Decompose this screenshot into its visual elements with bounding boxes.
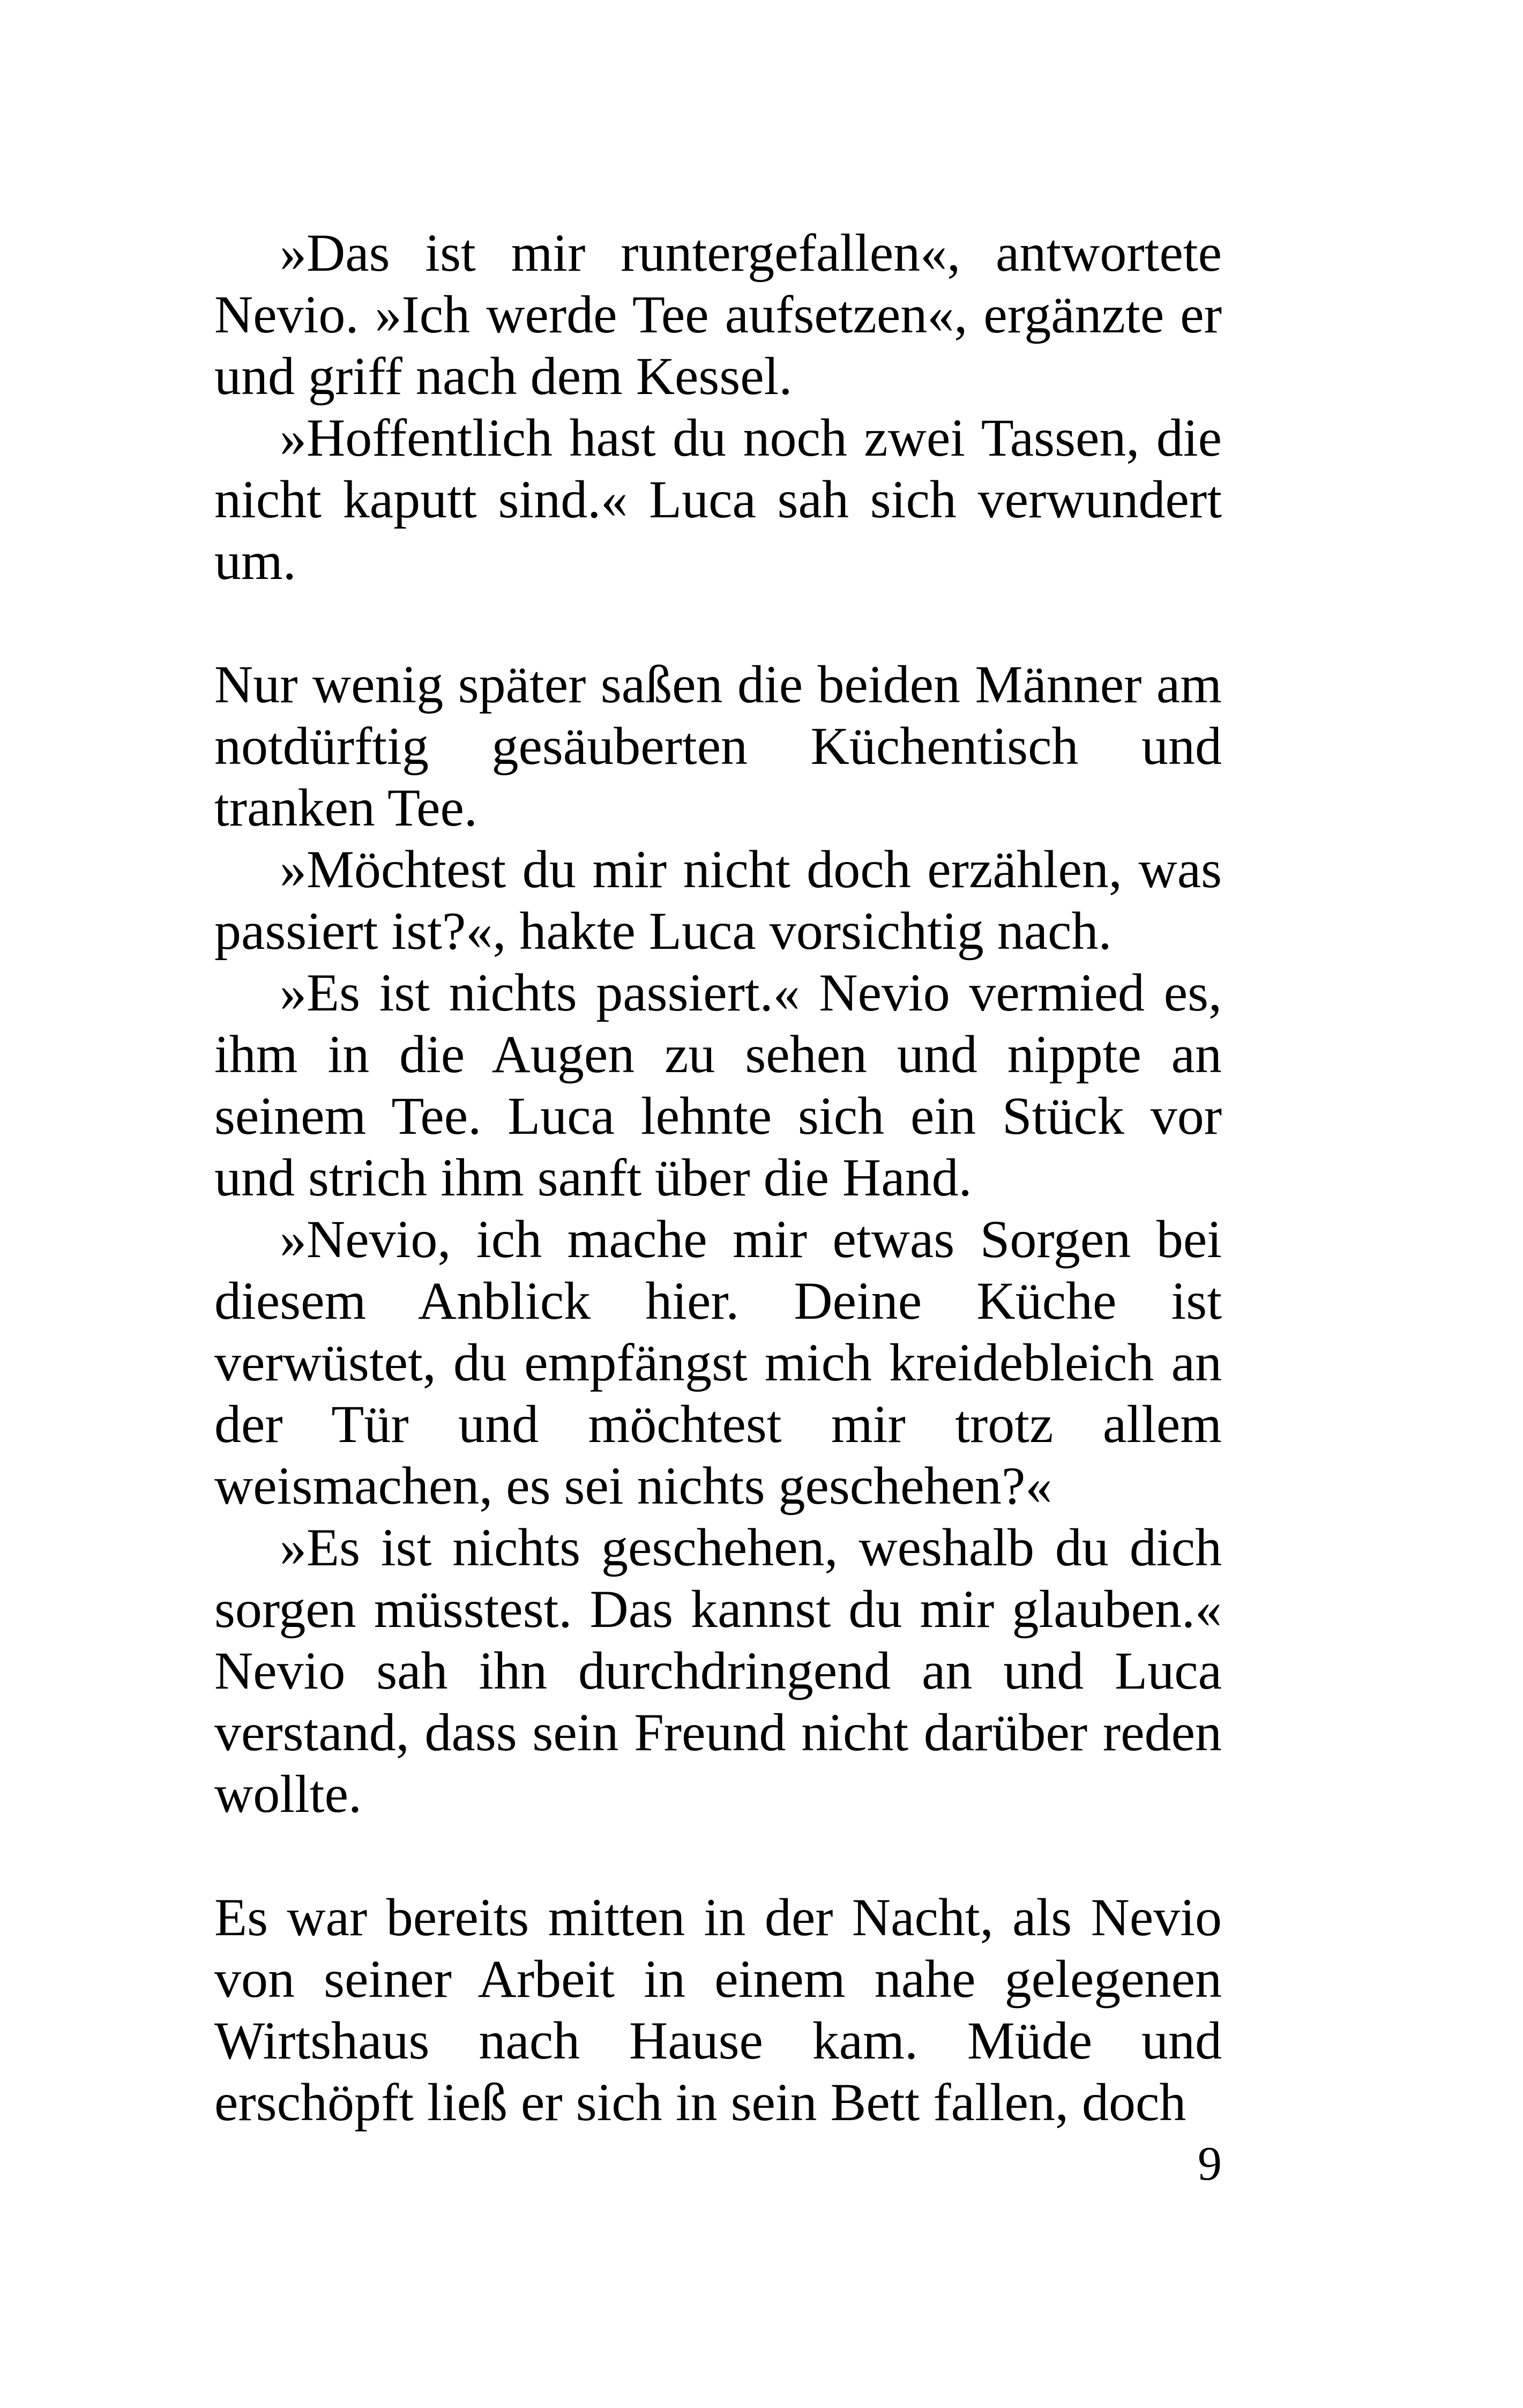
- text-line: sorgen müsstest. Das kannst du mir glauben.«: [214, 1579, 1222, 1639]
- text-line: verwüstet, du empfängst mich kreidebleich an: [214, 1333, 1222, 1392]
- text-line: notdürftig gesäuberten Küchentisch und: [214, 716, 1222, 776]
- text-line: »Nevio, ich mache mir etwas Sorgen bei: [280, 1209, 1222, 1269]
- text-line: passiert ist?«, hakte Luca vorsichtig nach.: [214, 901, 1112, 961]
- text-line: um.: [214, 531, 296, 591]
- text-line: »Es ist nichts geschehen, weshalb du dich: [280, 1518, 1222, 1577]
- text-line: »Möchtest du mir nicht doch erzählen, was: [280, 839, 1222, 899]
- text-line: Nur wenig später saßen die beiden Männer am: [214, 655, 1222, 714]
- paragraph: [214, 1517, 1222, 1825]
- paragraph: [214, 962, 1222, 1208]
- paragraph: [214, 838, 1222, 962]
- text-line: und griff nach dem Kessel.: [214, 346, 793, 406]
- page-number: 9: [1198, 2137, 1222, 2190]
- paragraph: [214, 222, 1222, 407]
- text-line: »Hoffentlich hast du noch zwei Tassen, die: [280, 408, 1222, 467]
- text-column: [214, 222, 1222, 2133]
- paragraph: [214, 1208, 1222, 1517]
- text-line: wollte.: [214, 1764, 362, 1824]
- text-line: von seiner Arbeit in einem nahe gelegenen: [214, 1949, 1222, 2009]
- text-line: weismachen, es sei nichts geschehen?«: [214, 1456, 1052, 1515]
- text-line: nicht kaputt sind.« Luca sah sich verwundert: [214, 470, 1222, 529]
- text-line: diesem Anblick hier. Deine Küche ist: [214, 1271, 1222, 1331]
- paragraph: [214, 1886, 1222, 2133]
- text-line: der Tür und möchtest mir trotz allem: [214, 1394, 1222, 1454]
- text-line: Nevio. »Ich werde Tee aufsetzen«, ergänzte er: [214, 285, 1222, 344]
- text-line: ihm in die Augen zu sehen und nippte an: [214, 1024, 1222, 1084]
- paragraph: [214, 653, 1222, 838]
- text-line: erschöpft ließ er sich in sein Bett fallen, doch: [214, 2072, 1186, 2132]
- text-line: seinem Tee. Luca lehnte sich ein Stück vor: [214, 1086, 1222, 1146]
- text-line: und strich ihm sanft über die Hand.: [214, 1148, 972, 1207]
- text-line: »Das ist mir runtergefallen«, antwortete: [280, 223, 1222, 283]
- text-line: tranken Tee.: [214, 778, 477, 837]
- text-line: Wirtshaus nach Hause kam. Müde und: [214, 2011, 1222, 2070]
- text-line: verstand, dass sein Freund nicht darüber reden: [214, 1703, 1222, 1762]
- text-line: Nevio sah ihn durchdringend an und Luca: [214, 1641, 1222, 1700]
- text-line: Es war bereits mitten in der Nacht, als Nevio: [214, 1887, 1222, 1947]
- paragraph: [214, 407, 1222, 592]
- text-line: »Es ist nichts passiert.« Nevio vermied es,: [280, 963, 1222, 1022]
